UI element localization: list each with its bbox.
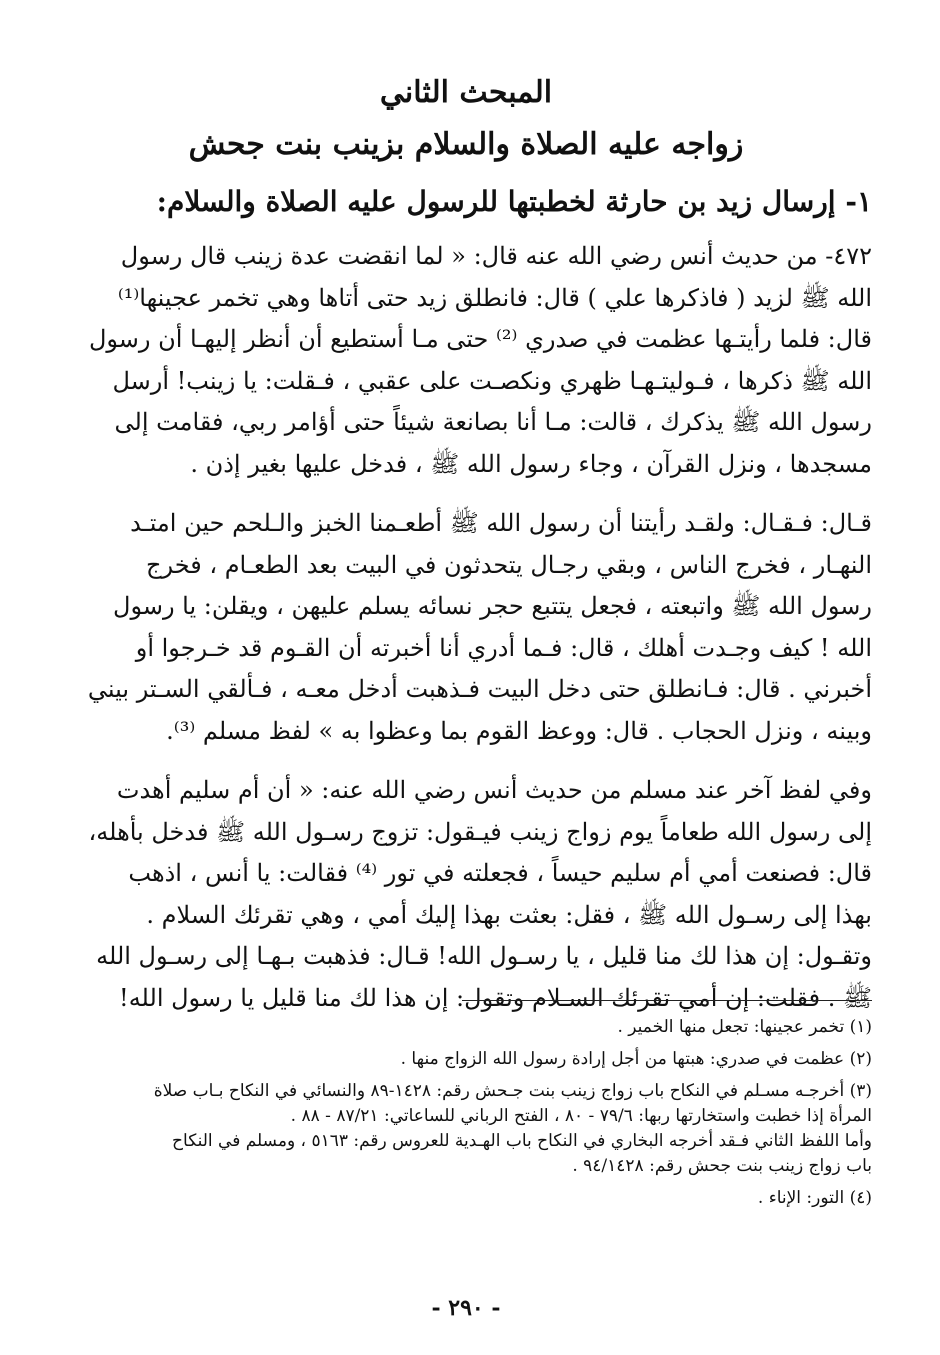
text-line: بهذا إلى رسـول الله ﷺ ، فقل: بعثت بهذا إليك أمي ، وهي تقرئك السلام . [146, 900, 872, 929]
text-line: ﷺ . فقلت: إن أمي تقرئك السـلام وتقول: إن هذا لك منا قليل يا رسول الله! [119, 983, 872, 1012]
text-line: ٤٧٢- من حديث أنس رضي الله عنه قال: « لما انقضت عدة زينب قال رسول [120, 242, 872, 270]
footnote-line: باب زواج زينب بنت جحش رقم: ٩٤/١٤٢٨ . [572, 1156, 872, 1176]
text-line: إلى رسول الله طعاماً يوم زواج زينب فيـقول: تزوج رسـول الله ﷺ فدخل بأهله، [88, 817, 872, 846]
footnote-line: (١) تخمر عجينها: تجعل منها الخمير . [617, 1017, 872, 1037]
text-line: الله ﷺ لزيد ( فاذكرها علي ) قال: فانطلق زيد حتى أتاها وهي تخمر عجينها⁽¹⁾ [117, 283, 872, 312]
footnote-4 [60, 1186, 872, 1211]
text-line: قال: فصنعت أمي أم سليم حيساً ، فجعلته في تور ⁽⁴⁾ فقالت: يا أنس ، اذهب [128, 859, 872, 887]
chapter-title: زواجه عليه الصلاة والسلام بزينب بنت جحش [188, 127, 744, 162]
footnote-line: (٢) عظمت في صدري: هبتها من أجل إرادة رسول الله الزواج منها . [400, 1049, 872, 1069]
footnote-line: وأما اللفظ الثاني فـقد أخرجه البخاري في النكاح باب الهـدية للعروس رقم: ٥١٦٣ ، ومسلم في النكاح [172, 1131, 872, 1151]
footnote-line: (٤) التور: الإناء . [757, 1188, 872, 1208]
text-line: الله ! كيف وجـدت أهلك ، قال: فـما أدري أنا أخبرته أن القـوم قد خـرجوا أو [135, 633, 872, 662]
footnote-2 [60, 1047, 872, 1072]
text-line: رسول الله ﷺ يذكرك ، قالت: مـا أنا بصانعة شيئاً حتى أؤامر ربي، فقامت إلى [114, 408, 872, 436]
text-line: وبينه ، ونزل الحجاب . قال: ووعظ القوم بما وعظوا به » لفظ مسلم ⁽³⁾. [166, 716, 872, 745]
text-line: رسول الله ﷺ واتبعته ، فجعل يتتبع حجر نسائه يسلم عليهن ، ويقلن: يا رسول [113, 592, 872, 620]
footnote-3 [60, 1079, 872, 1179]
text-line: قال: فلما رأيتـها عظمت في صدري ⁽²⁾ حتى مـا أستطيع أن أنظر إليهـا أن رسول [88, 325, 872, 353]
footnote-line: (٣) أخرجـه مسـلم في النكاح باب زواج زينب بنت جـحش رقم: ١٤٢٨-٨٩ والنسائي في النكاح بـاب صلاة [153, 1081, 872, 1101]
footnote-1 [60, 1015, 872, 1040]
page-number: - ٢٩٠ - [431, 1295, 501, 1321]
hadith-paragraph-3 [60, 770, 872, 1019]
footnote-divider [462, 1000, 872, 1001]
hadith-paragraph-1 [60, 236, 872, 485]
text-line: النهـار ، فخرج الناس ، وبقي رجـال يتحدثون في البيت بعد الطعـام ، فخرج [145, 550, 872, 579]
text-line: وفي لفظ آخر عند مسلم من حديث أنس رضي الله عنه: « أن أم سليم أهدت [116, 776, 872, 804]
footnote-line: المرأة إذا خطبت واستخارتها ربها: ٧٩/٦ - ٨٠ ، الفتح الرباني للساعاتي: ٨٧/٢١ - ٨٨ . [290, 1106, 872, 1126]
book-page [60, 70, 872, 1330]
section-heading: المبحث الثاني [379, 75, 553, 110]
text-line: الله ﷺ ذكرها ، فـوليتـهـا ظهري ونكصـت على عقبي ، فـقلت: يا زينب! أرسل [112, 366, 872, 395]
footnotes [60, 1015, 872, 1218]
subsection-title: ١- إرسال زيد بن حارثة لخطبتها للرسول عليه الصلاة والسلام: [156, 185, 872, 218]
text-line: أخبرني . قال: فـانطلق حتى دخل البيت فـذهبت أدخل معـه ، فـألقي السـتر بيني [87, 675, 872, 703]
text-line: قـال: فـقـال: ولقـد رأيتنا أن رسول الله ﷺ أطعـمنا الخبز والـلحم حين امتـد [130, 509, 872, 537]
hadith-paragraph-2 [60, 503, 872, 752]
text-line: وتقـول: إن هذا لك منا قليل ، يا رسـول الله! قـال: فذهبت بـهـا إلى رسـول الله [96, 942, 872, 970]
text-line: مسجدها ، ونزل القرآن ، وجاء رسول الله ﷺ ، فدخل عليها بغير إذن . [190, 449, 872, 478]
